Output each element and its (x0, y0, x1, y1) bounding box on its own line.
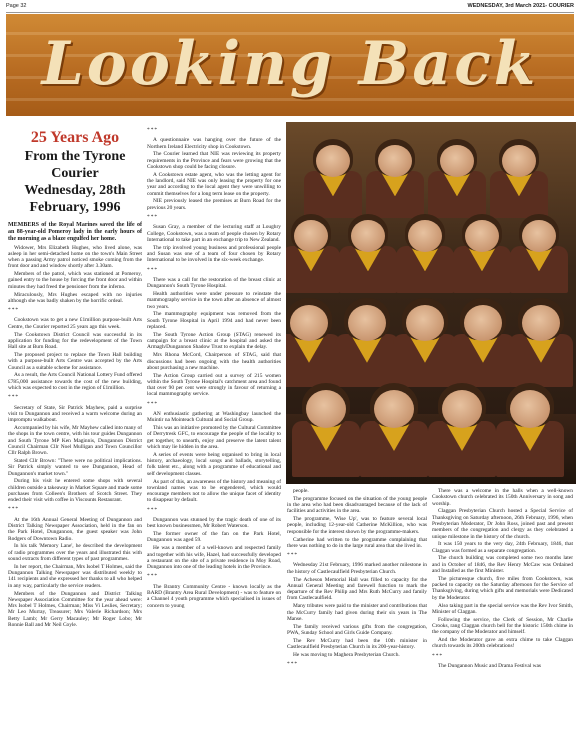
article-paragraph: The family received various gifts from the congregation, PWA, Sunday School and Girls Guide Company. (287, 623, 427, 636)
article-paragraph: The proposed project to replace the Town Hall building with a purpose-built Arts Centre was accepted by the Arts Council as a suitable scheme for assistance. (8, 351, 142, 371)
article-paragraph: A Cookstown estate agent, who was the letting agent for the landlord, said NIE was only leasing the property for one year and according to the local agent they were unwilling to commit themselves for a long term lease on the property. (147, 171, 281, 197)
article-paragraph: Members of the Dungannon and District Talking Newspaper Association Committee for the year ahead were: Mrs Isobel T Holmes, Chairman; Miss Vi Leslies, Secretary; Mr Leo Murray, Treasurer; Mrs Valerie Richardson; Mrs Betty Lamb; Mr Gerry Macauley; Mr Roger Lobo; Mr Ronnie Ball and Mr Neil Coyle. (8, 590, 142, 629)
article-paragraph: There was a welcome in the halls when a well-known Cookstown church celebrated its 150th Anniversary in song and worship. (432, 488, 573, 507)
article-paragraph: The picturesque church, five miles from Cookstown, was packed to capacity on the Saturday afternoon for the Service of Thanksgiving, during which gifts and memorials were Dedicated by the Moderator. (432, 575, 573, 601)
article-paragraph: The mammography equipment was removed from the South Tyrone Hospital in April 1994 and had never been replaced. (147, 311, 281, 331)
article-paragraph: This was an initiative promoted by the Cultural Committee of Derrytresk GFC, to encourage the people of the locality to get together, to unearth, enjoy and preserve the latent talent which may lie hidden in the area. (147, 425, 281, 451)
article-paragraph: Claggan Presbyterian Church hosted a Special Service of Thanksgiving on Saturday afternoon, 26th February, 1996, when Presbyterian Moderator, Dr John Ross, joined past and present members of the congregation and clergy as they celebrated a unique milestone in the history of the church. (432, 508, 573, 540)
article-paragraph: The Dungannon Music and Drama Festival was (438, 662, 541, 669)
separator: *** (147, 400, 159, 407)
separator: *** (8, 394, 20, 401)
article-paragraph: Stated Cllr Brown: "There were no political implications. Sir Patrick simply wanted to see Dungannon, Head of Dungannon's market town." (8, 457, 142, 477)
separator: *** (147, 127, 159, 133)
separator: *** (287, 661, 299, 668)
article-paragraph: At the 16th Annual General Meeting of Dungannon and District Talking Newspaper Association, held in the fan on the Park Hotel, Dungannon, the guest speaker was John Rodgers of Downtown Radio. (8, 516, 142, 542)
article-paragraph: Members of the patrol, which was stationed at Pomeroy, gained entry to the house by forcing the front door and within minutes they had freed the pensioner from the inferno. (8, 271, 142, 290)
looking-back-banner (6, 14, 574, 116)
issue-date: WEDNESDAY, 3rd March 2021- COURIER (467, 3, 574, 9)
article-paragraph: Catherine had written to the programme complaining that there was nothing to do in the large rural area that she lived in. (287, 536, 427, 549)
girls-guide-photo (286, 122, 576, 484)
article-paragraph: The Cookstown District Council was successful in its application for funding for the redevelopment of the Town Hall site at Burn Road. (8, 331, 142, 351)
separator: *** (287, 552, 299, 559)
article-paragraph: Dungannon was stunned by the tragic death of one of its best known businessmen, Mr Robert Waterson. (147, 517, 281, 530)
banner-title: Looking Back (41, 29, 539, 99)
separator: *** (147, 573, 159, 580)
article-paragraph: Susan Gray, a member of the lecturing staff at Loughry College, Cookstown, was a team of people chosen by Rotary International to take part in an exchange trip to New Zealand. (147, 224, 281, 243)
article-paragraph: The Rev McCurry had been the 10th minister in Castlecaulfield Presbyterian Church in its 200-year-history. (287, 637, 427, 651)
column-3 (287, 488, 427, 734)
article-paragraph: Following the service, the Clerk of Session, Mr Charlie Crooks, rang Claggan church bell for the historic 150th chime in the company of the Moderator and himself. (432, 616, 573, 636)
separator: *** (432, 652, 444, 659)
article-paragraph: Also taking part in the special service was the Rev Ivor Smith, Minister of Claggan. (432, 602, 573, 615)
column-4 (432, 488, 573, 734)
section-heading: 25 Years Ago (30, 129, 120, 146)
article-paragraph: AN enthusiastic gathering at Washingbay launched the Muintir na Mointeach Cultural and Social Group. (147, 411, 281, 424)
article-paragraph: As part of this, an awareness of the history and meaning of townland names was to be engendered, which would encourage members not to allow the unique facet of identity to disappear by default. (147, 478, 281, 504)
article-paragraph: In her report, the Chairman, Mrs Isobel T Holmes, said the Dungannon Talking Newspaper was distributed weekly to 141 recipients and she expressed her thanks to all who helped in any way, particularly the service readers. (8, 563, 142, 589)
article-paragraph: The programme, 'Wise Up', was to feature several local people, including 12-year-old Catherine McKillion, who was responsible for the interest shown by the programme-makers. (287, 516, 427, 535)
article-paragraph: The trip involved young business and professional people and Susan was one of a team of four chosen by Rotary International to be involved in the six-week exchange. (147, 244, 281, 264)
article-paragraph: The programme focused on the situation of the young people in the area who had been disadvantaged because of the lack of facilities and activities in the area. (287, 495, 427, 515)
article-paragraph: Secretary of State, Sir Patrick Mayhew, paid a surprise visit to Dungannon and received a warm welcome during an impromptu walkabout. (8, 404, 142, 424)
article-paragraph: Widower, Mrs Elizabeth Hughes, who lived alone, was asleep in her semi-detached home on the town's Main Street when a passing Army patrol noticed smoke coming from the front door and and window shortly after 3.30am. (8, 244, 142, 270)
article-paragraph: And the Moderator gave an extra chime to take Claggan church towards its 200th celebrations! (432, 637, 573, 650)
article-paragraph: Health authorities were under pressure to reinstate the mammography service in the town after an absence of almost two years. (147, 291, 281, 310)
subheading-paper: From the Tyrone Courier (24, 149, 126, 181)
article-paragraph: It was 150 years to the very day, 24th February, 1846, that Claggan was formed as a separate congregation. (432, 541, 573, 554)
article-paragraph: Mrs Rhona McCord, Chairperson of STAG, said that discussions had been ongoing with the health authorities about purchasing a new machine. (147, 352, 281, 371)
separator: *** (8, 506, 20, 513)
article-paragraph: As a result, the Arts Council National Lottery Fund offered £785,000 assistance towards the cost of the new building, which was expected to cost in the region of £1million. (8, 372, 142, 391)
article-paragraph: Accompanied by his wife, Mr Mayhew called into many of the shops in the town centre, with his tour guides Dungannon and South Tyrone MP Ken Maginnis, Dungannon District Council Chairman Cllr Noel Mulligan and Town Councillor Cllr Ralph Brown. (8, 424, 142, 457)
column-2 (147, 124, 281, 734)
article-paragraph: In his talk 'Memory Lane', he described the development of radio programmes over the years and illustrated this with sound extracts from different types of past programmes. (8, 543, 142, 563)
article-paragraph: people. (293, 488, 309, 494)
page-header (6, 0, 574, 12)
article-paragraph: A series of events were being organised to bring in local history, archaeology, local songs and ballads, storytelling, folk talent etc., along with a programme of educational and self development classes. (147, 451, 281, 477)
article-paragraph: The church building was completed some two months later and in October of 1846, the Rev Henry McCaw was Ordained and Installed as the first Minister. (432, 555, 573, 575)
article-paragraph: There was a call for the restoration of the breast clinic at Dungannon's South Tyrone Hospital. (147, 276, 281, 290)
article-paragraph: Many tributes were paid to the minister and contributions that the McCurry family had given during their six years in The Manse. (287, 603, 427, 622)
article-paragraph: Wednesday 21st February, 1996 marked another milestone in the history of Castlecaulfield Presbyterian Church. (287, 562, 427, 575)
article-paragraph: He was a member of a well-known and respected family and together with his wife, Hazel, had successfully developed a restaurant on the site of a private residence in Moy Road, Dungannon into one of the leading hotels in the Province. (147, 545, 281, 571)
section-subheading (8, 148, 142, 216)
page-number: Page 32 (6, 3, 27, 9)
article-paragraph: A questionnaire was hanging over the future of the Northern Ireland Electricity shop in Cookstown. (147, 137, 281, 150)
article-paragraph: He was moving to Maghera Presbyterian Church. (293, 651, 400, 658)
separator: *** (147, 506, 159, 513)
separator: *** (147, 266, 159, 273)
lead-paragraph: MEMBERS of the Royal Marines saved the life of an 88-year-old Pomeroy lady in the early hours of the morning as a blaze engulfed her home. (8, 222, 142, 242)
article-paragraph: The former owner of the fan on the Park Hotel, Dungannon was aged 59. (147, 531, 281, 544)
article-paragraph: NIE previously leased the premises at Burn Road for the previous 20 years. (147, 198, 281, 211)
separator: *** (147, 214, 159, 221)
column-1 (8, 124, 142, 734)
article-paragraph: Cookstown was to get a new £1million purpose-built Arts Centre, the Courier reported 25 years ago this week. (8, 317, 142, 330)
header-rule (6, 12, 574, 13)
article-paragraph: The Courier learned that NIE was reviewing its property requirements in the Province and fears were growing that the Cookstown shop could be facing closure. (147, 151, 281, 170)
subheading-date: Wednesday, 28th February, 1996 (24, 183, 126, 215)
article-paragraph: The Brantry Community Centre - known locally as the BARD (Brantry Area Rural Development) - was to feature on a Channel 4 youth programme which specialised in issues of concern to young (147, 583, 281, 609)
article-paragraph: The South Tyrone Action Group (STAG) renewed its campaign for a breast clinic at the hospital and asked the Armagh/Dungannon Shadow Trust to explain the delay. (147, 331, 281, 351)
separator: *** (8, 307, 20, 314)
article-paragraph: During his visit he entered some shops with several children outside a takeaway in Market Square and made some purchases from Colleen's Brothers of Scotch Street. They ended their visit with coffee in Viscounts Restaurant. (8, 478, 142, 504)
article-paragraph: The Action Group carried out a survey of 215 women within the South Tyrone Hospital's catchment area and found that over 90 per cent were strongly in favour of returning a local mammography service. (147, 372, 281, 398)
article-paragraph: The Acheson Memorial Hall was filled to capacity for the Annual General Meeting and farewell function to mark the departure of the Rev Philip and Mrs Ruth McCurry and family from Castlecaulfield. (287, 576, 427, 602)
article-paragraph: Miraculously, Mrs Hughes escaped with no injuries although she was badly shaken by the horrific ordeal. (8, 291, 142, 304)
